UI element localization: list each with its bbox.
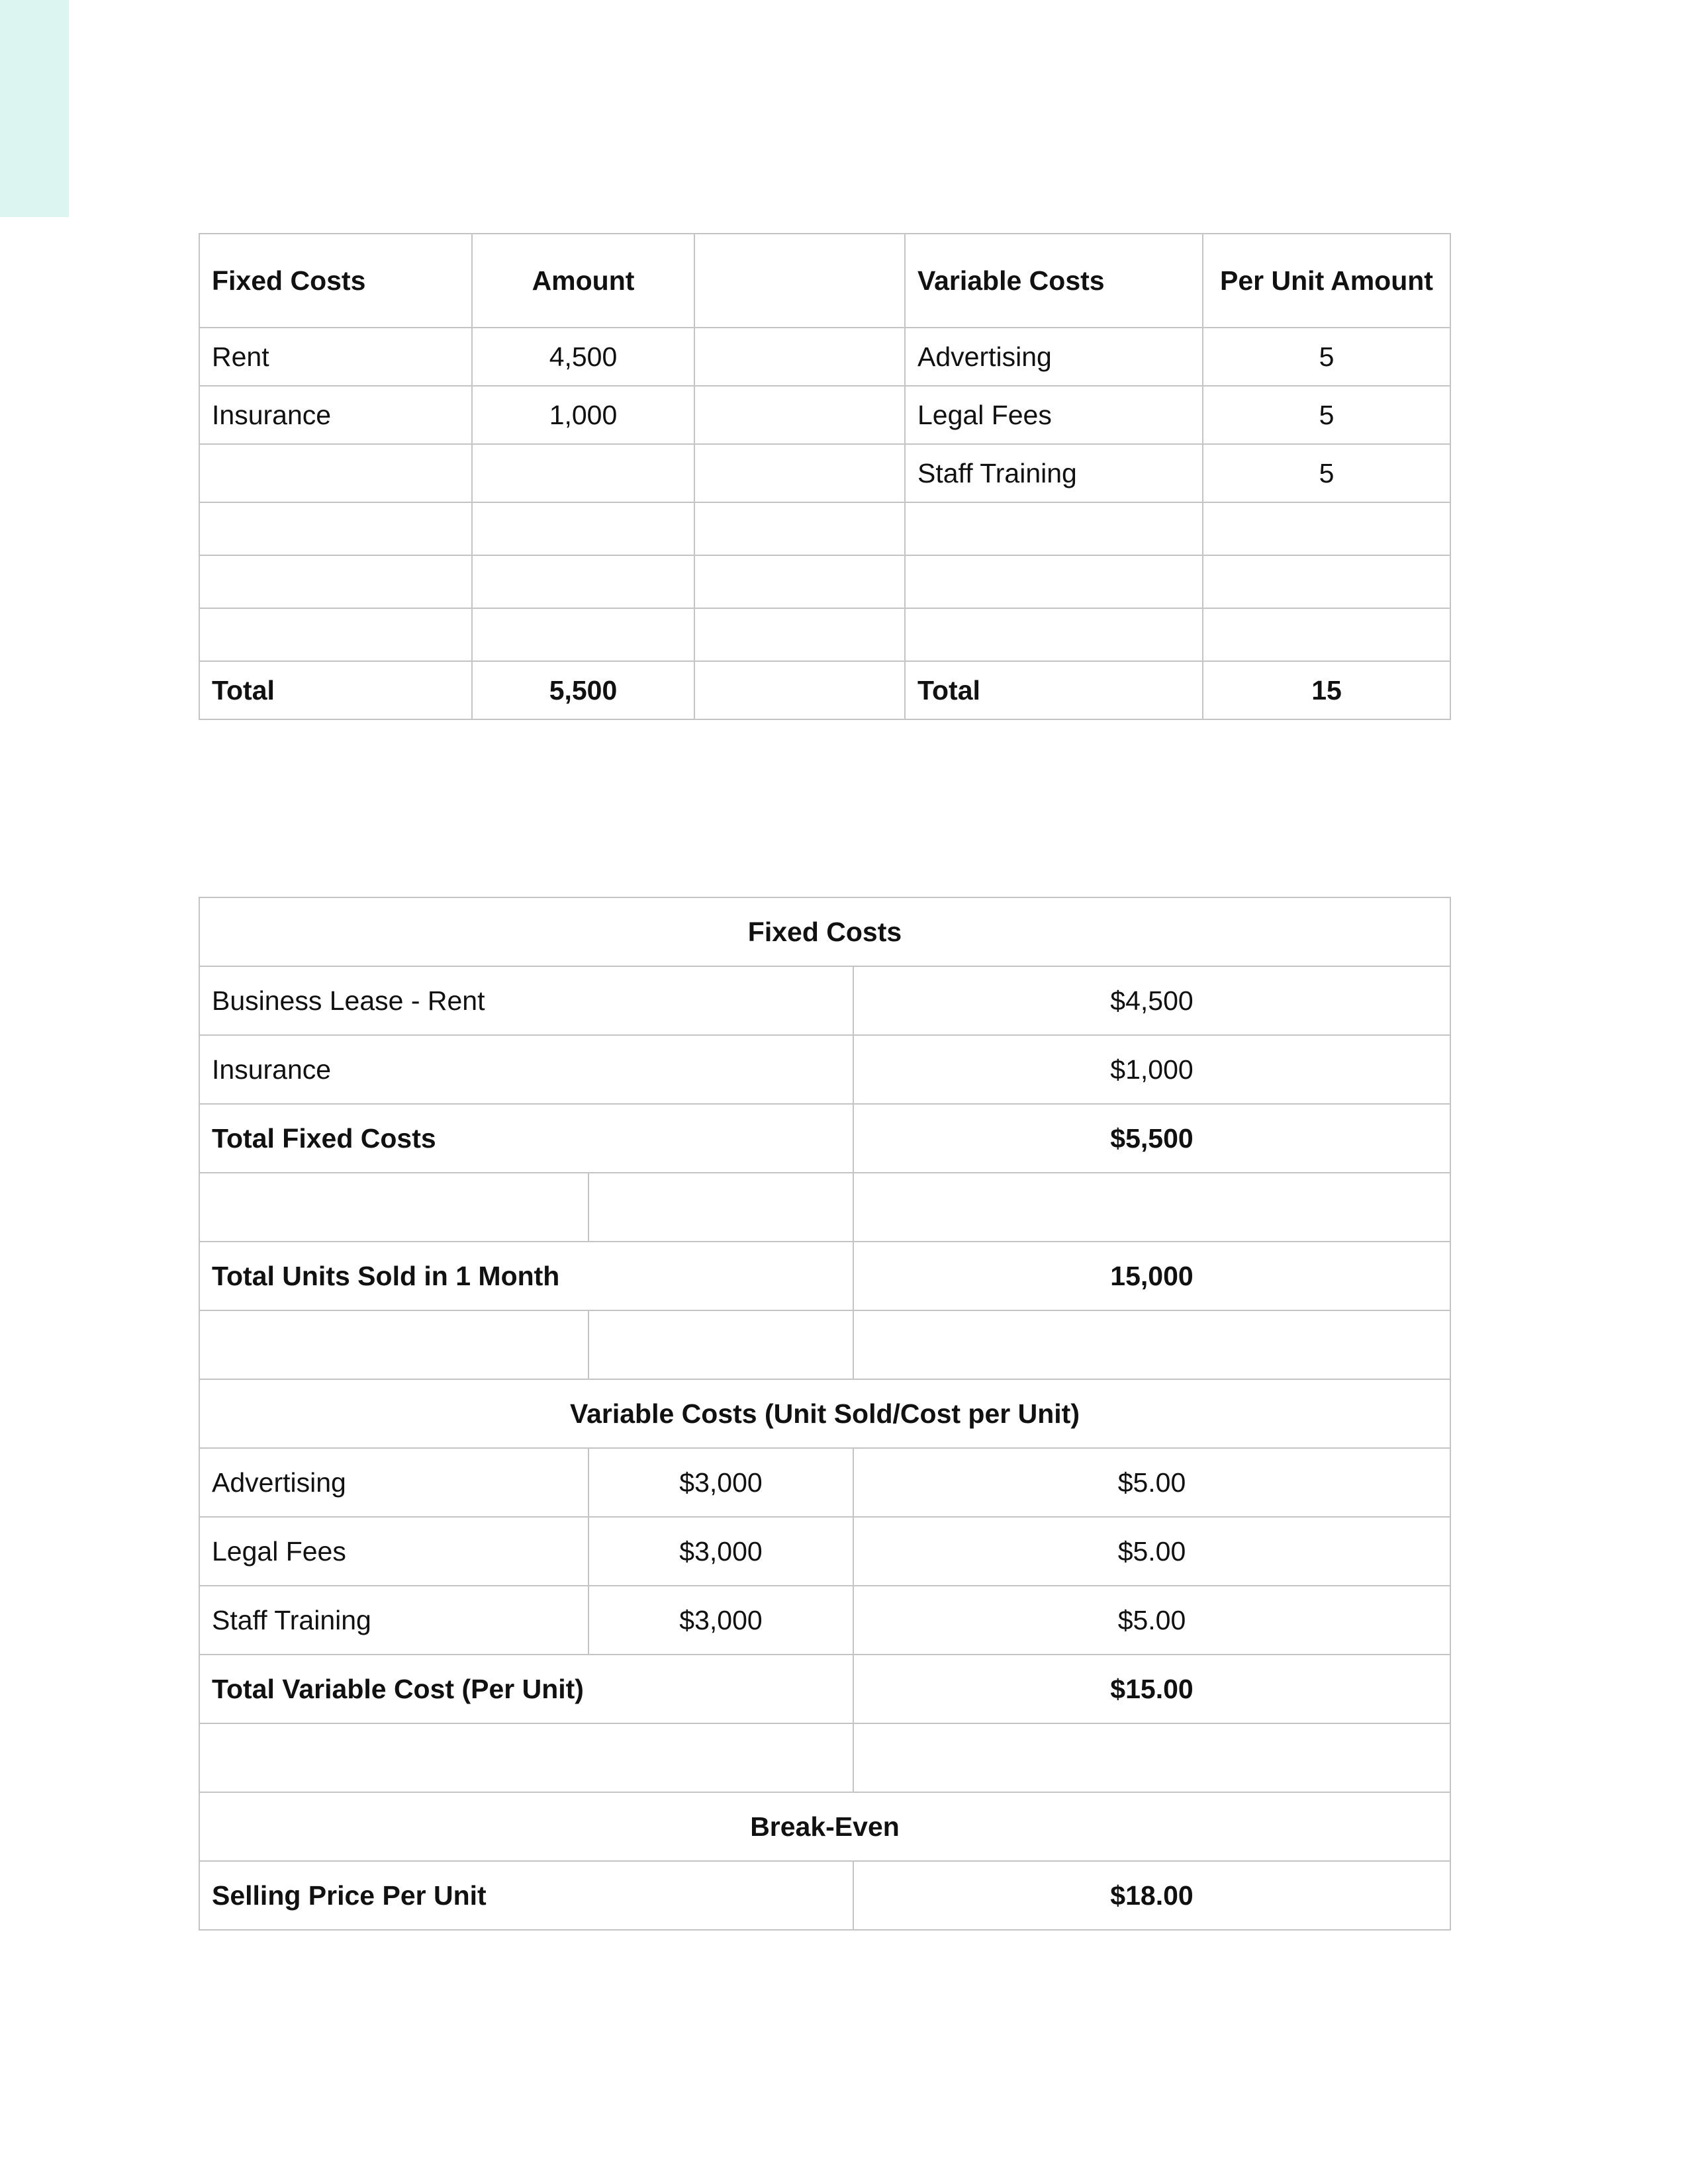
empty-cell: [1203, 608, 1450, 661]
empty-row: [199, 608, 1450, 661]
table-row: [199, 1586, 1450, 1655]
empty-cell: [588, 1173, 853, 1242]
units-sold-label: Total Units Sold in 1 Month: [199, 1242, 853, 1310]
variable-cost-per-unit: $5.00: [853, 1517, 1450, 1586]
table-row: [199, 328, 1450, 386]
units-sold-value: 15,000: [853, 1242, 1450, 1310]
empty-row: [199, 555, 1450, 608]
cost-summary-table: [199, 233, 1451, 720]
variable-cost-label: Staff Training: [199, 1586, 588, 1655]
empty-cell: [1203, 555, 1450, 608]
business-lease-label: Business Lease - Rent: [199, 966, 853, 1035]
variable-costs-title: Variable Costs (Unit Sold/Cost per Unit): [199, 1379, 1450, 1448]
per-unit-amount-header: Per Unit Amount: [1203, 234, 1450, 328]
empty-cell: [588, 1310, 853, 1379]
fixed-cost-amount: [472, 444, 694, 502]
section-title-row: [199, 1379, 1450, 1448]
empty-cell: [472, 555, 694, 608]
variable-cost-per-unit: $5.00: [853, 1586, 1450, 1655]
fixed-cost-label: Rent: [199, 328, 472, 386]
empty-cell: [694, 555, 905, 608]
empty-cell: [905, 555, 1203, 608]
fixed-cost-amount: 1,000: [472, 386, 694, 444]
selling-price-label: Selling Price Per Unit: [199, 1861, 853, 1930]
empty-cell: [472, 608, 694, 661]
empty-cell: [694, 502, 905, 555]
empty-cell: [199, 502, 472, 555]
variable-cost-per-unit: 5: [1203, 444, 1450, 502]
insurance-value: $1,000: [853, 1035, 1450, 1104]
empty-row: [199, 1310, 1450, 1379]
empty-cell: [472, 502, 694, 555]
spacer-header: [694, 234, 905, 328]
empty-row: [199, 1723, 1450, 1792]
spacer-cell: [694, 386, 905, 444]
empty-cell: [199, 608, 472, 661]
empty-cell: [1203, 502, 1450, 555]
empty-row: [199, 1173, 1450, 1242]
table-row: [199, 386, 1450, 444]
table-row: [199, 444, 1450, 502]
variable-cost-label: Legal Fees: [905, 386, 1203, 444]
variable-costs-header: Variable Costs: [905, 234, 1203, 328]
variable-cost-label: Advertising: [905, 328, 1203, 386]
empty-cell: [853, 1310, 1450, 1379]
empty-cell: [905, 608, 1203, 661]
amount-header: Amount: [472, 234, 694, 328]
break-even-title: Break-Even: [199, 1792, 1450, 1861]
table-row: [199, 1861, 1450, 1930]
fixed-total-label: Total: [199, 661, 472, 719]
variable-cost-total: $3,000: [588, 1586, 853, 1655]
variable-cost-label: Legal Fees: [199, 1517, 588, 1586]
business-lease-value: $4,500: [853, 966, 1450, 1035]
variable-total-value: 15: [1203, 661, 1450, 719]
table-row: [199, 1035, 1450, 1104]
spacer-cell: [694, 328, 905, 386]
empty-cell: [199, 1310, 588, 1379]
variable-cost-total: $3,000: [588, 1517, 853, 1586]
table-row: [199, 1655, 1450, 1723]
section-title-row: [199, 897, 1450, 966]
empty-cell: [853, 1173, 1450, 1242]
fixed-costs-header: Fixed Costs: [199, 234, 472, 328]
fixed-total-value: 5,500: [472, 661, 694, 719]
empty-cell: [199, 1723, 853, 1792]
cost-table-header-row: [199, 234, 1450, 328]
fixed-cost-label: Insurance: [199, 386, 472, 444]
selling-price-value: $18.00: [853, 1861, 1450, 1930]
total-fixed-costs-value: $5,500: [853, 1104, 1450, 1173]
total-fixed-costs-label: Total Fixed Costs: [199, 1104, 853, 1173]
table-row: [199, 1104, 1450, 1173]
spacer-cell: [694, 444, 905, 502]
fixed-cost-amount: 4,500: [472, 328, 694, 386]
empty-cell: [905, 502, 1203, 555]
fixed-cost-label: [199, 444, 472, 502]
empty-cell: [694, 608, 905, 661]
insurance-label: Insurance: [199, 1035, 853, 1104]
table-row: [199, 1517, 1450, 1586]
empty-row: [199, 502, 1450, 555]
fixed-costs-title: Fixed Costs: [199, 897, 1450, 966]
variable-cost-per-unit: 5: [1203, 386, 1450, 444]
cost-table-total-row: [199, 661, 1450, 719]
table-row: [199, 1448, 1450, 1517]
empty-cell: [853, 1723, 1450, 1792]
corner-accent-tab: [0, 0, 69, 217]
variable-cost-label: Advertising: [199, 1448, 588, 1517]
variable-cost-total: $3,000: [588, 1448, 853, 1517]
section-title-row: [199, 1792, 1450, 1861]
variable-total-label: Total: [905, 661, 1203, 719]
variable-cost-label: Staff Training: [905, 444, 1203, 502]
empty-cell: [199, 1173, 588, 1242]
table-row: [199, 1242, 1450, 1310]
variable-cost-per-unit: $5.00: [853, 1448, 1450, 1517]
spacer-cell: [694, 661, 905, 719]
total-variable-cost-value: $15.00: [853, 1655, 1450, 1723]
table-row: [199, 966, 1450, 1035]
break-even-table: [199, 897, 1451, 1931]
total-variable-cost-label: Total Variable Cost (Per Unit): [199, 1655, 853, 1723]
empty-cell: [199, 555, 472, 608]
variable-cost-per-unit: 5: [1203, 328, 1450, 386]
